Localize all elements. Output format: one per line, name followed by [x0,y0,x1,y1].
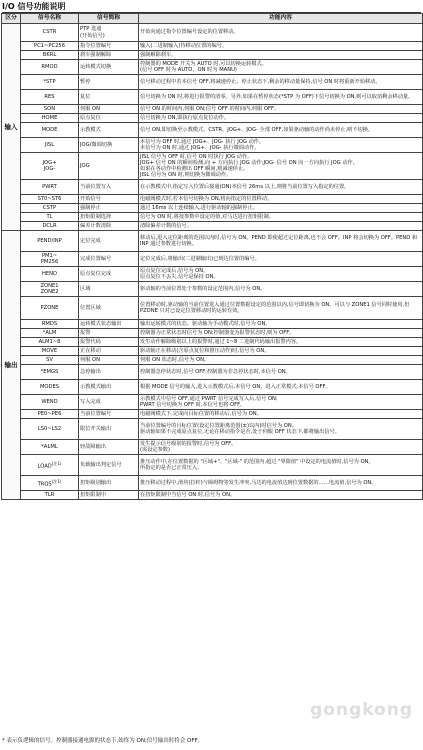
signal-abbr: WEND [41,398,58,405]
signal-abbr-cell [21,476,79,491]
signal-abbr-cell [21,231,79,252]
signal-abbr-cell [21,267,79,282]
function-cell: 原点复位完成后,信号为 ON。 原点复位不丢失,信号是保持 ON。 [139,267,423,282]
table-row [2,455,423,476]
signal-name-cell: 位置区域 [79,297,139,320]
signal-abbr-cell [21,440,79,455]
signal-abbr: *ALML [41,443,58,450]
function-cell: 发生动作解除级别以上的报警时,通过 1~8 二进制代码输出报警内容。 [139,338,423,347]
header-signal-abbr: 信号简称 [79,14,139,24]
header-category: 区分 [2,14,21,24]
signal-name-cell: 运转模式切换 [79,60,139,75]
signal-abbr: CSTR [42,29,57,36]
table-row [2,114,423,123]
signal-name-cell: 偏差计数清除 [79,222,139,231]
signal-name-cell: 当前位置写入 [79,180,139,195]
signal-name-cell: 急停输出 [79,365,139,380]
header-function: 功能内容 [139,14,423,24]
signal-abbr-cell [21,222,79,231]
signal-abbr-cell [21,338,79,347]
signal-name-cell: 伺服 ON [79,105,139,114]
signal-name-cell: 报警代码 [79,338,139,347]
signal-abbr-cell [21,410,79,419]
function-cell: 发生提示信号级别的报警时,信号为 OFF。 (需设定参数) [139,440,423,455]
signal-abbr: *EMGS [40,368,59,375]
function-cell: 示教模式中信号 OFF,通过 PWRT 信号完成写入后,信号 ON; PWRT 信号切换为 OFF 时,本信号也将 OFF。 [139,395,423,410]
function-cell: 控制器急停状态时,信号 OFF;控制器为非急停状态时,本信号 ON。 [139,365,423,380]
table-row [2,395,423,410]
footnote: * 表示负逻辑的信号。控制器接通电源的状态下,始终为 ON;信号输出时将会 OFF。 [2,738,204,744]
signal-abbr: LOAD [37,463,52,470]
table-body [2,24,423,500]
signal-abbr-cell [21,320,79,329]
signal-abbr-cell [21,365,79,380]
table-row [2,365,423,380]
signal-abbr: SV [46,356,53,363]
signal-abbr-cell [21,252,79,267]
function-cell: 清除偏差计数的信号。 [139,222,423,231]
table-row [2,222,423,231]
table-row [2,419,423,440]
function-cell: 强制解除刹车。 [139,51,423,60]
function-cell: 当前位置编号的目标位置(设定位置距离范围(±)以内)时信号为 ON。 驱动轴如果不完成原点复位,无论在移动指令是否,处于伺服 OFF 状态下,都将输出信号。 [139,419,423,440]
signal-name-cell: 扭矩限制选择 [79,213,139,222]
signal-abbr: PM1~ PM256 [40,252,59,265]
function-cell: 信号为 ON 时,将按参数中设定的值,对马达进行扭矩限制。 [139,213,423,222]
table-row [2,491,423,500]
function-cell: 位置移动时,驱动轴的当前位置进入通过位置数据设定的范围以内,信号即切换为 ON。可以与 ZONE1 信号同时使用,但 PZONE 只对已设定位置移动时的运转有效。 [139,297,423,320]
table-row [2,138,423,153]
signal-abbr-cell [21,195,79,204]
table-row [2,410,423,419]
signal-abbr: RES [44,93,55,100]
signal-abbr: ALM1~8 [38,338,61,345]
signal-abbr: TL [46,213,53,220]
signal-abbr-cell [21,42,79,51]
signal-abbr: TRQS [37,481,52,488]
signal-name-cell: 限位开关输出 [79,419,139,440]
signal-abbr-cell [21,297,79,320]
signal-abbr: CSTP [42,204,57,211]
signal-abbr: *STP [43,78,56,85]
function-cell: JISL 信号为 OFF 时,信号 ON 时执行 JOG 动作。 JOG+ 信号 ON 的瞬间检测,向 + 方向执行 JOG 动作;JOG- 信号 ON 向一方向执行 JOG 动作。 如果在各动作中检测出 OFF 瞬间,则减速停止。 JISL 信号为 ON 时,则切换为微调动作。 [139,153,423,180]
header-signal-name: 信号名称 [21,14,79,24]
function-cell: 移动后,进入定位距离的范围以内时,信号为 ON。PEND 即使超过定位距离,也不会 OFF。INP 将会切换为 OFF。PEND 和 INP 通过参数进行切换。 [139,231,423,252]
table-row [2,153,423,180]
signal-abbr: PE0~PE6 [37,410,62,417]
signal-abbr-cell [21,105,79,114]
signal-abbr-cell [21,380,79,395]
signal-name-cell: 当前位置编号 [79,410,139,419]
table-row [2,75,423,90]
table-row [2,231,423,252]
watermark: gongkong [310,700,413,720]
signal-name-cell: 轻故障输出 [79,440,139,455]
signal-abbr: BKRL [42,51,57,58]
table-row [2,90,423,105]
table-row [2,282,423,297]
category-cell: 输入 [2,24,21,231]
table-row [2,297,423,320]
signal-name-cell: 刹车强制解除 [79,51,139,60]
signal-name-cell: 扭矩限制中 [79,491,139,500]
function-cell: 在扭矩限制中当信号 ON 时,信号为 ON。 [139,491,423,500]
table-row [2,338,423,347]
signal-abbr: MODE [41,126,58,133]
function-cell: 信号移动过程中若本信号 OFF,将减速停止。停止状态下,剩余的移动量保持,信号 ON 时将重新开始移动。 [139,75,423,90]
table-row [2,252,423,267]
signal-name-cell: JOG [79,153,139,180]
signal-abbr-cell [21,123,79,138]
signal-abbr: ST0~ST6 [37,195,62,202]
table-row [2,380,423,395]
signal-abbr-cell [21,60,79,75]
signal-abbr-cell [21,347,79,356]
signal-name-cell: 定位完成 [79,231,139,252]
signal-name-cell: 指令位置编号 [79,42,139,51]
table-header-row [2,14,423,24]
signal-abbr-cell [21,24,79,42]
signal-name-cell: 报警 [79,329,139,338]
signal-abbr-cell [21,329,79,338]
signal-abbr-cell [21,213,79,222]
signal-name-cell: 示教模式输出 [79,380,139,395]
signal-name-cell: 完成位置编号 [79,252,139,267]
signal-abbr-cell [21,356,79,365]
table-row [2,51,423,60]
function-cell: 开始向通过指令位置编号设定的位置移动。 [139,24,423,42]
signal-abbr: JOG+ JOG- [42,159,57,172]
signal-name-cell: 复位 [79,90,139,105]
signal-abbr: RMOD [41,63,58,70]
note-marker: (注1) [51,478,62,484]
signal-abbr-cell [21,138,79,153]
function-cell: 电磁阀模式时,若本信号切换为 ON,将向指定的位置移动。 [139,195,423,204]
table-row [2,195,423,204]
signal-name-cell: 伺服 ON [79,356,139,365]
signal-name-cell: 暂停 [79,75,139,90]
table-row [2,42,423,51]
signal-name-cell: 运转模式状态输出 [79,320,139,329]
table-row [2,180,423,195]
function-cell: 驱动轴的当前位置处于参数的设定范围内,信号为 ON。 [139,282,423,297]
table-row [2,123,423,138]
table-row [2,320,423,329]
signal-abbr: JISL [44,141,55,148]
function-cell: 信号 ON,即切换至示教模式。CSTR、JOG+、JOG- 全部 OFF,如果驱动轴的动作尚未停止,则不切换。 [139,123,423,138]
signal-abbr: ZONE1 ZONE2 [40,282,59,295]
signal-abbr: *ALM [42,329,57,336]
function-cell: 伺服 ON 状态时,信号为 ON。 [139,356,423,365]
function-cell: 在示教模式中,指定写入位置后接通(ON)本信号 26ms 以上,则将当前位置写入指定的位置。 [139,180,423,195]
table-row [2,329,423,338]
signal-name-cell: PTP 选通 (开始信号) [79,24,139,42]
signal-abbr: PWRT [42,183,57,190]
signal-abbr: PEND/INP [37,237,62,244]
table-row [2,267,423,282]
function-cell: 控制器为正常状态时信号为 ON;控制器变为报警状态时,则为 OFF。 [139,329,423,338]
function-cell: 根据 MODE 信号的输入,进入示教模式后,本信号 ON。进入正常模式,本信号 OFF。 [139,380,423,395]
function-cell: 推压移动过程中,滑块(拉杆)与障碍物等发生冲突,马达的电流值达到位置数据的……电流值,信号为 ON。 [139,476,423,491]
table-row [2,105,423,114]
note-marker: (注1) [51,460,62,466]
signal-abbr-cell [21,180,79,195]
table-row [2,24,423,42]
function-cell: 本信号为 OFF 时,通过 JOG+、JOG- 执行 JOG 动作。 本信号为 ON 时,通过 JOG+、JOG- 执行微调动作。 [139,138,423,153]
table-row [2,204,423,213]
signal-name-cell: 原点复位 [79,114,139,123]
signal-name-cell: 负载输出判定信号 [79,455,139,476]
signal-abbr-cell [21,282,79,297]
section-title: I/O 信号功能说明 [2,1,421,13]
signal-abbr-cell [21,419,79,440]
table-row [2,476,423,491]
signal-name-cell: 示教模式 [79,123,139,138]
function-cell: 定位完成后,将输出(二进制输出)已到达位置的编号。 [139,252,423,267]
signal-abbr: MOVE [41,347,58,354]
signal-abbr-cell [21,153,79,180]
table-row [2,347,423,356]
function-cell: 信号切换为 ON 时,将进行报警的清零。另外,如果在暂停状态(*STP 为 OFF)下信号切换为 ON,则可以取消剩余移动量。 [139,90,423,105]
function-cell: 通过 16ms 以上连续输入,进行驱动轴的强制停止。 [139,204,423,213]
signal-abbr: RMDS [41,320,58,327]
table-row [2,356,423,365]
signal-name-cell: 正在移动 [79,347,139,356]
signal-abbr: HOME [41,114,58,121]
function-cell: 推压动作中,在位置数据的 "区域+"、"区域-" 的范围内,超过 "界限值" 中设定的电流值时,信号为 ON。 所指定的是否已正常压入。 [139,455,423,476]
signal-abbr-cell [21,204,79,213]
signal-abbr-cell [21,455,79,476]
function-cell: 信号 ON 的时间内,伺服 ON;信号 OFF 的时间内,伺服 OFF。 [139,105,423,114]
signal-name-cell: 写入完成 [79,395,139,410]
function-cell: 驱动轴正在移动(含原点复位和推压动作)时,信号为 ON。 [139,347,423,356]
table-row [2,60,423,75]
signal-name-cell: 强制停止 [79,204,139,213]
signal-abbr: HEND [41,270,58,277]
signal-name-cell: 区域 [79,282,139,297]
signal-name-cell: 开始信号 [79,195,139,204]
signal-name-cell: JOG/微调切换 [79,138,139,153]
io-signal-table [1,13,423,500]
signal-name-cell: 原点复位完成 [79,267,139,282]
signal-abbr: DCLR [42,222,57,229]
signal-abbr: TLR [44,491,55,498]
function-cell: 电磁阀模式下,完成向目标位置的移动后,信号为 ON。 [139,410,423,419]
signal-abbr: PZONE [40,304,59,311]
signal-abbr-cell [21,114,79,123]
category-cell: 输出 [2,231,21,500]
signal-name-cell: 扭矩级别输出 [79,476,139,491]
signal-abbr-cell [21,395,79,410]
table-row [2,213,423,222]
signal-abbr-cell [21,75,79,90]
signal-abbr-cell [21,491,79,500]
function-cell: 控制器的 MODE 开关为 AUTO 时,可以切换运转模式。 (信号 OFF 时为 AUTO、ON 时为 MANU) [139,60,423,75]
signal-abbr: SON [43,105,56,112]
signal-abbr: LS0~LS2 [37,425,62,432]
signal-abbr: MODES [39,383,60,390]
function-cell: 输出运转模式的状态。驱动轴为手动模式时,信号为 ON。 [139,320,423,329]
signal-abbr-cell [21,90,79,105]
signal-abbr: PC1~PC256 [33,42,66,49]
function-cell: 输入(二进制输入)待移动位置的编号。 [139,42,423,51]
signal-abbr-cell [21,51,79,60]
function-cell: 信号切换为 ON,即执行原点复位动作。 [139,114,423,123]
table-row [2,440,423,455]
